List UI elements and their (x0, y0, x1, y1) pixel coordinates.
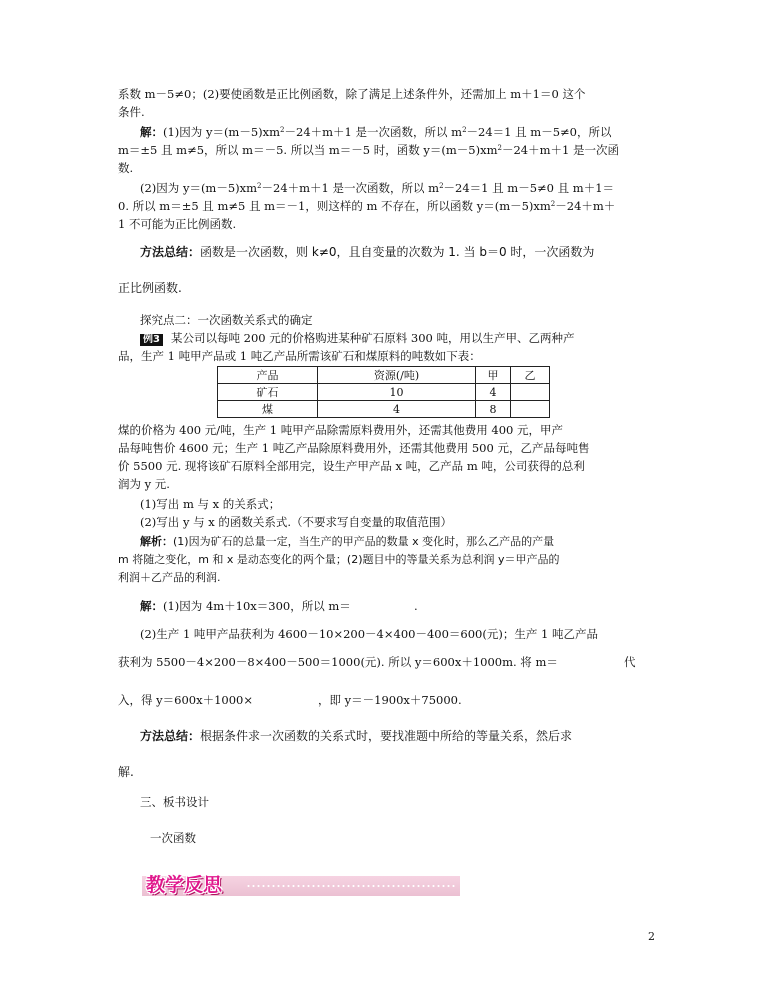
text-line: 品每吨售价 4600 元；生产 1 吨乙产品除原料费用外，还需其他费用 500 元，乙产品每吨售 (118, 441, 590, 455)
analysis-label: 解析： (140, 535, 173, 548)
table-row (218, 401, 550, 418)
text-line: 系数 m－5≠0；(2)要使函数是正比例函数，除了满足上述条件外，还需加上 m＋1＝0 这个 (118, 87, 586, 101)
table-header-row (218, 367, 550, 384)
solution-line: (2)生产 1 吨甲产品获利为 4600－10×200－4×400－400＝600(元)；生产 1 吨乙产品 (140, 627, 598, 641)
table-cell: 10 (318, 384, 476, 401)
question-line: (1)写出 m 与 x 的关系式； (140, 497, 281, 511)
solution-line: . (414, 599, 418, 613)
table-cell: 4 (476, 384, 511, 401)
solution-line: m＝±5 且 m≠5，所以 m＝－5. 所以当 m＝－5 时，函数 $y=(m-5)xm^2-24+m+1$ 是一次函 (118, 143, 619, 157)
table-cell: 煤 (218, 401, 318, 418)
table-cell: 4 (318, 401, 476, 418)
solution-label: 解： (140, 125, 163, 139)
banner-dots (246, 884, 456, 888)
solution-line: 解：(1)因为 4m＋10x＝300，所以 m＝ (140, 599, 351, 613)
question-line: (2)写出 y 与 x 的函数关系式.（不要求写自变量的取值范围） (140, 515, 453, 529)
solution-line: 解：(1)因为 $y=(m-5)xm^2-24+m+1$ 是一次函数，所以 $m^2-24=1$ 且 m－5≠0，所以 (140, 125, 612, 139)
solution-label: 解： (140, 599, 163, 613)
method-label: 方法总结： (140, 245, 201, 259)
banner-title: 教学反思 (146, 874, 223, 896)
table-cell: 8 (476, 401, 511, 418)
example-line: 例3 某公司以每吨 200 元的价格购进某种矿石原料 300 吨，用以生产甲、乙两种产 (140, 330, 575, 346)
method-summary: 正比例函数. (118, 281, 182, 295)
solution-line: 0. 所以 m＝±5 且 m≠5 且 m＝－1，则这样的 m 不存在，所以函数 $y=(m-5)xm^2-24+m+$ (118, 199, 616, 213)
board-title: 一次函数 (150, 831, 196, 845)
section-heading: 探究点二：一次函数关系式的确定 (140, 313, 313, 327)
text-line: 条件. (118, 105, 145, 119)
method-summary: 方法总结：根据条件求一次函数的关系式时，要找准题中所给的等量关系，然后求 (140, 729, 573, 743)
solution-line: 获利为 5500－4×200－8×400－500＝1000(元). 所以 y＝600x＋1000m. 将 m＝ (118, 655, 558, 669)
solution-line: ，即 y＝－1900x＋75000. (318, 693, 462, 707)
analysis-line: 解析：(1)因为矿石的总量一定，当生产的甲产品的数量 x 变化时，那么乙产品的产量 (140, 535, 555, 548)
text-line: 价 5500 元. 现将该矿石原料全部用完，设生产甲产品 x 吨，乙产品 m 吨，公司获得的总利 (118, 459, 585, 473)
method-label: 方法总结： (140, 729, 201, 743)
analysis-line: 利润＋乙产品的利润. (118, 571, 221, 584)
method-summary: 解. (118, 765, 134, 779)
page-number: 2 (648, 930, 655, 943)
table-header-cell: 乙 (511, 367, 550, 384)
table-header-cell: 甲 (476, 367, 511, 384)
solution-line: 代 (624, 655, 636, 669)
table-cell: 矿石 (218, 384, 318, 401)
table-header-cell: 资源(/吨) (318, 367, 476, 384)
table-cell (511, 384, 550, 401)
method-summary: 方法总结：函数是一次函数，则 k≠0，且自变量的次数为 1. 当 b＝0 时，一次函数为 (140, 245, 595, 259)
reflection-banner (142, 870, 460, 898)
table-cell (511, 401, 550, 418)
resource-table (217, 366, 550, 418)
analysis-line: m 将随之变化，m 和 x 是动态变化的两个量；(2)题目中的等量关系为总利润 y＝甲产品的 (118, 553, 560, 566)
text-line: 润为 y 元. (118, 477, 170, 491)
example-line: 品，生产 1 吨甲产品或 1 吨乙产品所需该矿石和煤原料的吨数如下表： (118, 349, 481, 363)
solution-line: (2)因为 $y=(m-5)xm^2-24+m+1$ 是一次函数，所以 $m^2-24=1$ 且 m－5≠0 且 m＋1＝ (140, 181, 615, 195)
text-line: 煤的价格为 400 元/吨，生产 1 吨甲产品除需原料费用外，还需其他费用 400 元，甲产 (118, 423, 564, 437)
solution-line: 1 不可能为正比例函数. (118, 217, 237, 231)
solution-line: 入，得 y＝600x＋1000× (118, 693, 253, 707)
section-heading: 三、板书设计 (140, 795, 209, 809)
example-tag: 例3 (140, 334, 163, 346)
solution-line: 数. (118, 161, 134, 175)
table-row (218, 384, 550, 401)
table-header-cell: 产品 (218, 367, 318, 384)
